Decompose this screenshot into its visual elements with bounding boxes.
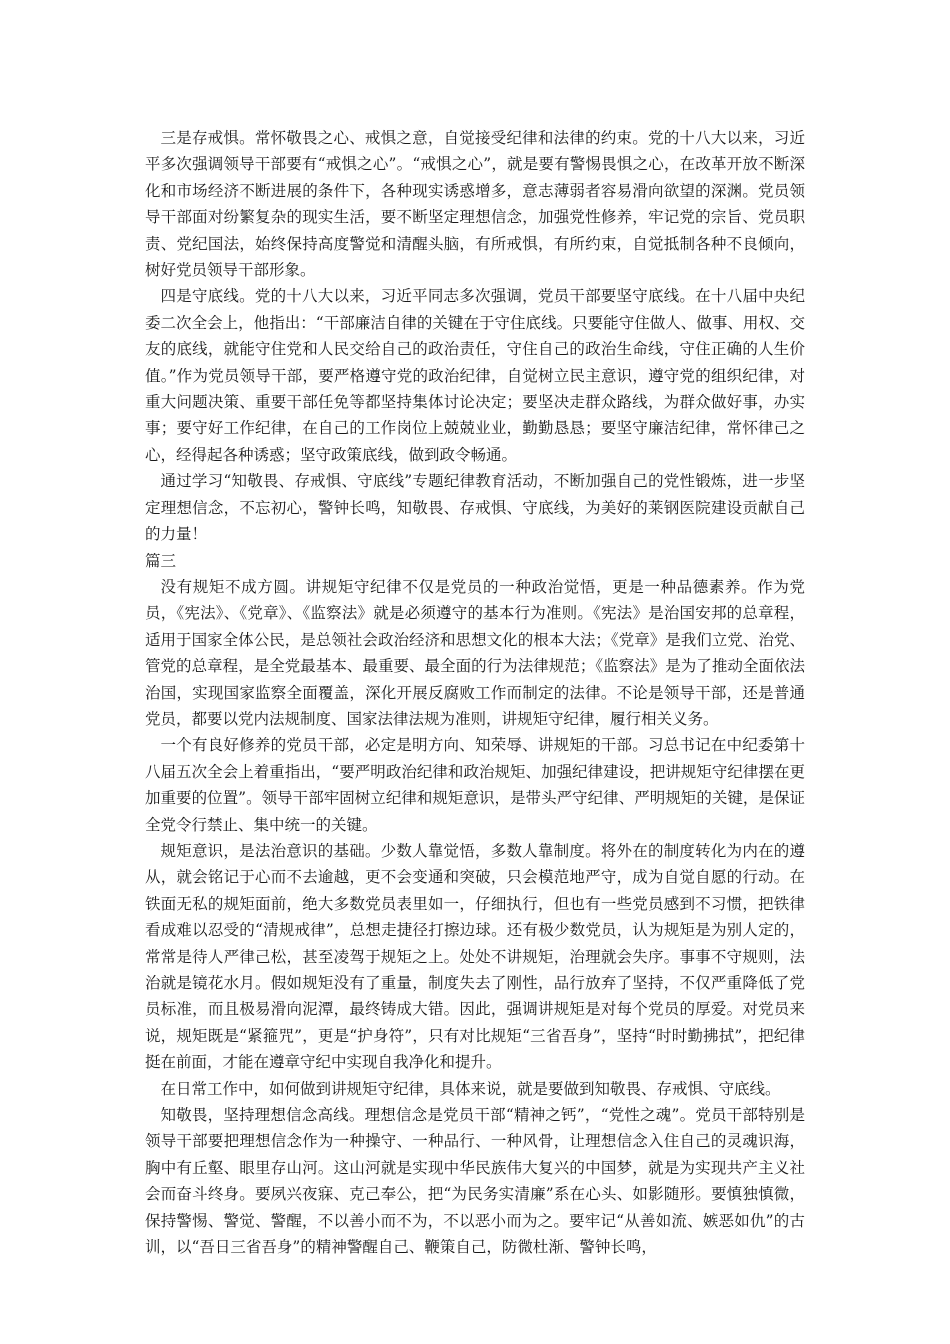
paragraph-cun-jieju: 三是存戒惧。常怀敬畏之心、戒惧之意，自觉接受纪律和法律的约束。党的十八大以来，习近平多次强调领导干部要有“戒惧之心”。“戒惧之心”，就是要有警惕畏惧之心，在改革开放不断深化和市场经济不断进展的条件下，各种现实诱惑增多，意志薄弱者容易滑向欲望的深渊。党员领导干部面对纷繁复杂的现实生活，要不断坚定理想信念，加强党性修养，牢记党的宗旨、党员职责、党纪国法，始终保持高度警觉和清醒头脑，有所戒惧，有所约束，自觉抵制各种不良倾向，树好党员领导干部形象。	[145, 129, 805, 280]
paragraph-daily-work: 在日常工作中，如何做到讲规矩守纪律，具体来说，就是要做到知敬畏、存戒惧、守底线。	[160, 1079, 781, 1098]
paragraph-shou-dixian: 四是守底线。党的十八大以来，习近平同志多次强调，党员干部要坚守底线。在十八届中央纪委二次全会上，他指出：“干部廉洁自律的关键在于守住底线。只要能守住做人、做事、用权、交友的底线，就能守住党和人民交给自己的政治责任，守住自己的政治生命线，守住正确的人生价值。”作为党员领导干部，要严格遵守党的政治纪律，自觉树立民主意识，遵守党的组织纪律，对重大问题决策、重要干部任免等都坚持集体讨论决定；要坚决走群众路线，为群众做好事，办实事；要守好工作纪律，在自己的工作岗位上兢兢业业，勤勤恳恳；要坚守廉洁纪律，常怀律己之心，经得起各种诱惑；坚守政策底线，做到政令畅通。	[145, 287, 805, 464]
section-heading: 篇三	[145, 551, 177, 570]
paragraph-party-cadre: 一个有良好修养的党员干部，必定是明方向、知荣辱、讲规矩的干部。习总书记在中纪委第十八届五次全会上着重指出，“要严明政治纪律和政治规矩、加强纪律建设，把讲规矩守纪律摆在更加重要的位置”。领导干部牢固树立纪律和规矩意识，是带头严守纪律、严明规矩的关键，是保证全党令行禁止、集中统一的关键。	[145, 736, 805, 834]
paragraph-guiju-intro: 没有规矩不成方圆。讲规矩守纪律不仅是党员的一种政治觉悟，更是一种品德素养。作为党员，《宪法》、《党章》、《监察法》就是必须遵守的基本行为准则。《宪法》是治国安邦的总章程，适用于国家全体公民，是总领社会政治经济和思想文化的根本大法；《党章》是我们立党、治党、管党的总章程，是全党最基本、最重要、最全面的行为法律规范；《监察法》是为了推动全面依法治国，实现国家监察全面覆盖，深化开展反腐败工作而制定的法律。不论是领导干部，还是普通党员，都要以党内法规制度、国家法律法规为准则，讲规矩守纪律，履行相关义务。	[145, 577, 805, 728]
document-page	[145, 125, 805, 1260]
paragraph-rule-awareness: 规矩意识，是法治意识的基础。少数人靠觉悟，多数人靠制度。将外在的制度转化为内在的遵从，就会铭记于心而不去逾越，更不会变通和突破，只会模范地严守，成为自觉自愿的行动。在铁面无私的规矩面前，绝大多数党员表里如一，仔细执行，但也有一些党员感到不习惯，把铁律看成难以忍受的“清规戒律”，总想走捷径打擦边球。还有极少数党员，认为规矩是为别人定的，常常是待人严律己松，甚至凌驾于规矩之上。处处不讲规矩，治理就会失序。事事不守规则，法治就是镜花水月。假如规矩没有了重量，制度失去了刚性，品行放弃了坚持，不仅严重降低了党员标准，而且极易滑向泥潭，最终铸成大错。因此，强调讲规矩是对每个党员的厚爱。对党员来说，规矩既是“紧箍咒”，更是“护身符”，只有对比规矩“三省吾身”，坚持“时时勤拂拭”，把纪律挺在前面，才能在遵章守纪中实现自我净化和提升。	[145, 841, 805, 1072]
paragraph-zhi-jingwei: 知敬畏，坚持理想信念高线。理想信念是党员干部“精神之钙”，“党性之魂”。党员干部特别是领导干部要把理想信念作为一种操守、一种品行、一种风骨，让理想信念入住自己的灵魂识海，胸中有丘壑、眼里存山河。这山河就是实现中华民族伟大复兴的中国梦，就是为实现共产主义社会而奋斗终身。要夙兴夜寐、克己奉公，把“为民务实清廉”系在心头、如影随形。要慎独慎微，保持警惕、警觉、警醒，不以善小而不为，不以恶小而为之。要牢记“从善如流、嫉恶如仇”的古训，以“吾日三省吾身”的精神警醒自己、鞭策自己，防微杜渐、警钟长鸣，	[145, 1106, 805, 1257]
paragraph-conclusion: 通过学习“知敬畏、存戒惧、守底线”专题纪律教育活动，不断加强自己的党性锻炼，进一步坚定理想信念，不忘初心，警钟长鸣，知敬畏、存戒惧、守底线，为美好的莱钢医院建设贡献自己的力量！	[145, 472, 805, 544]
